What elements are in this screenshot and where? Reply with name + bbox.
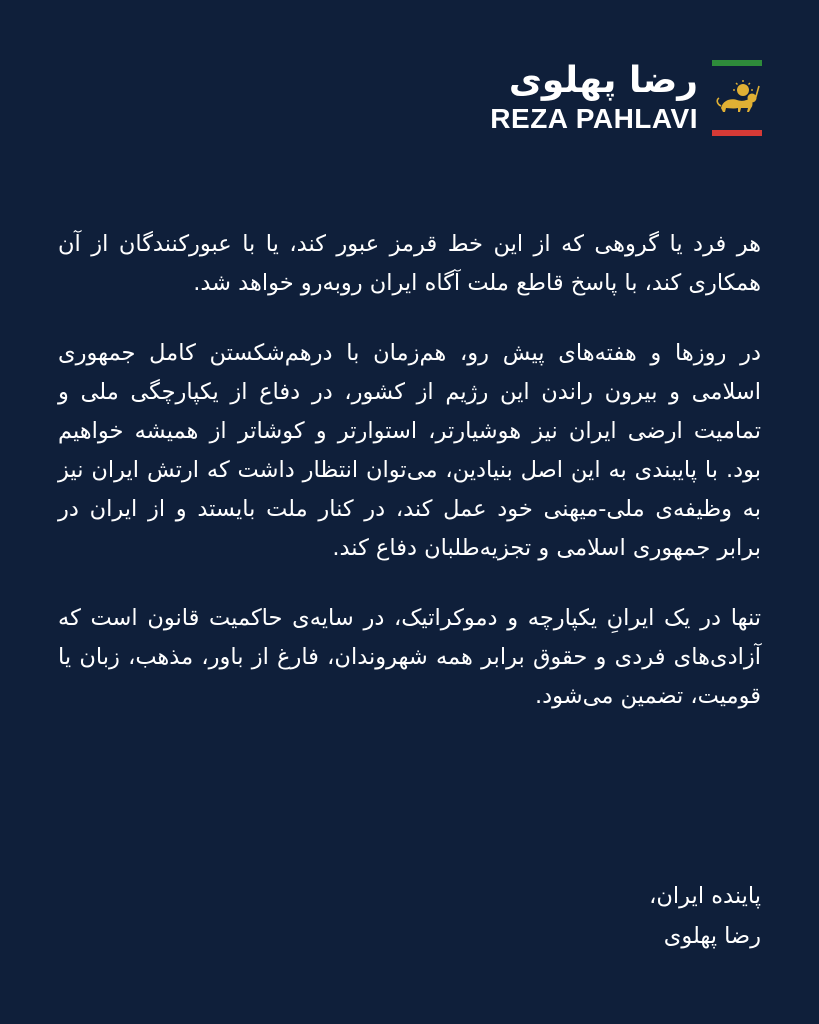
name-block xyxy=(490,61,698,135)
lion-and-sun-icon xyxy=(712,60,762,136)
name-english: REZA PAHLAVI xyxy=(490,103,698,134)
lion-icon xyxy=(712,72,762,124)
paragraph-3: تنها در یک ایرانِ یکپارچه و دموکراتیک، در سایه‌ی حاکمیت قانون است که آزادی‌های فردی و حقوق برابر همه شهروندان، فارغ از باور، مذهب، زبان یا قومیت، تضمین می‌شود. xyxy=(58,605,761,709)
closing-signature xyxy=(649,876,761,956)
header xyxy=(490,60,762,136)
flag-green-stripe xyxy=(712,60,762,66)
paragraph-1: هر فرد یا گروهی که از این خط قرمز عبور کند، یا با عبورکنندگان از آن همکاری کند، با پاسخ قاطع ملت آگاه ایران روبه‌رو خواهد شد. xyxy=(58,231,761,296)
closing-line-2: رضا پهلوی xyxy=(663,923,761,949)
closing-line-1: پاینده ایران، xyxy=(649,883,761,909)
name-persian: رضا پهلوی xyxy=(508,60,698,101)
flag-red-stripe xyxy=(712,130,762,136)
paragraph-2: در روزها و هفته‌های پیش رو، هم‌زمان با درهم‌شکستن کامل جمهوری اسلامی و بیرون راندن این رژیم از کشور، در دفاع از یکپارچگی ملی و تمامیت ارضی ایران نیز هوشیارتر، استوارتر و کوشاتر از همیشه خواهیم بود. با پایبندی به این اصل بنیادین، می‌توان انتظار داشت که ارتش ایران نیز به وظیفه‌ی ملی-میهنی خود عمل کند، در کنار ملت بایستد و از ایران در برابر جمهوری اسلامی و تجزیه‌طلبان دفاع کند. xyxy=(58,340,761,561)
statement-body xyxy=(58,225,761,747)
